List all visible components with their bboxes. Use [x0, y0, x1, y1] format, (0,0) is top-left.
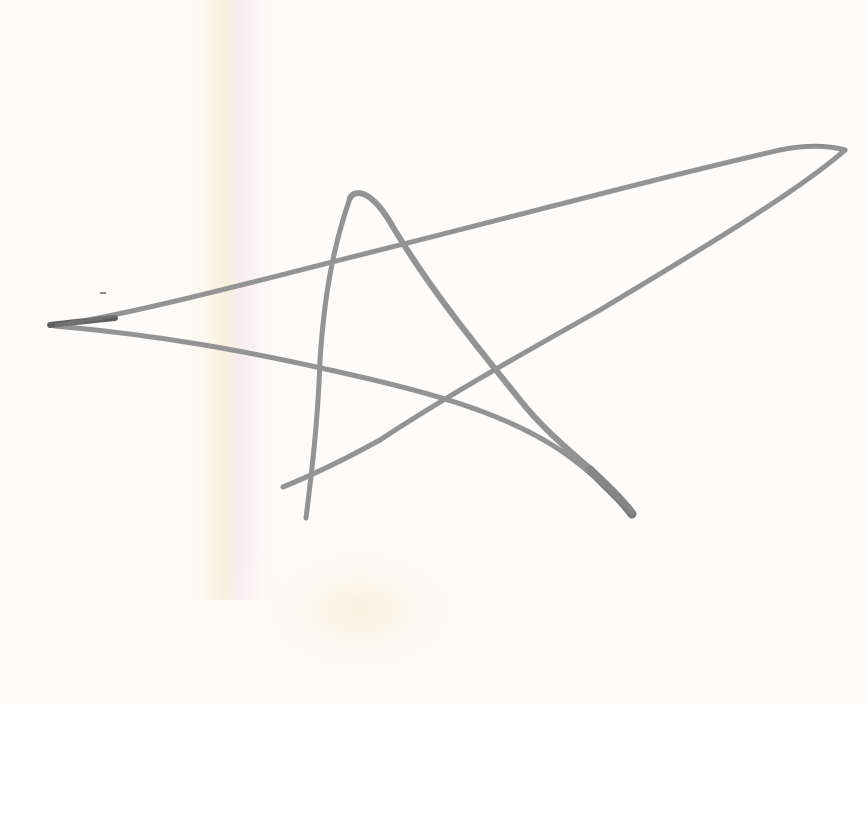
paper-fold-shadow-bottom	[210, 515, 510, 705]
blank-strip	[0, 705, 867, 838]
